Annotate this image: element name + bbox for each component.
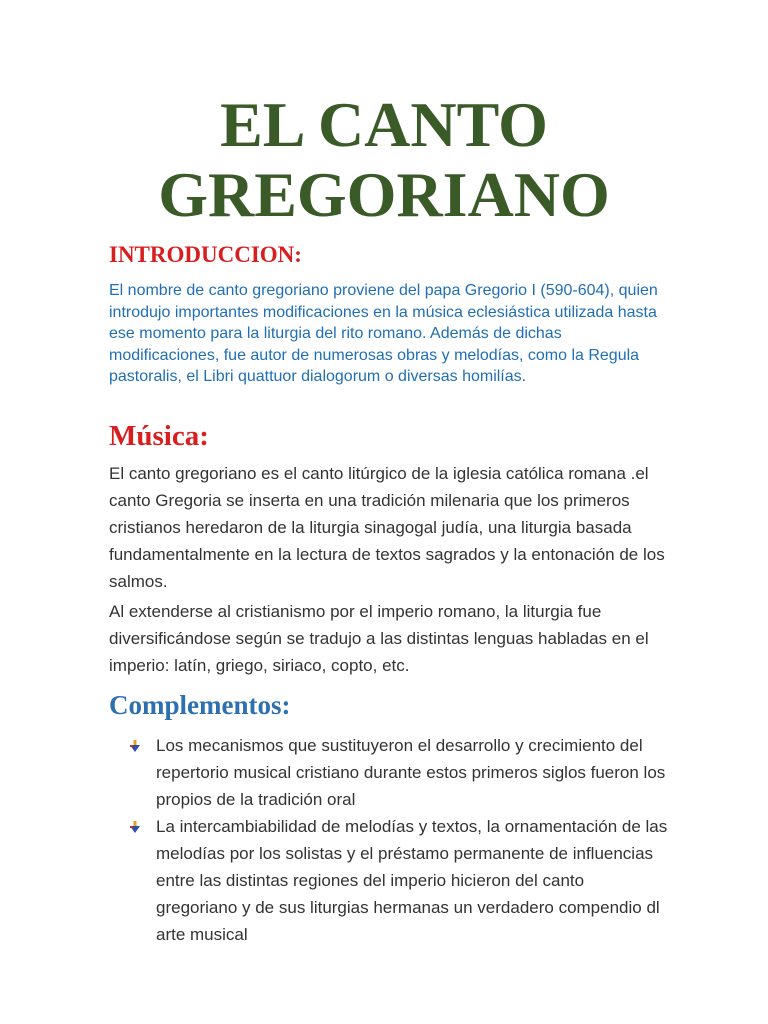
intro-heading: INTRODUCCION: — [109, 242, 302, 267]
musica-heading: Música: — [109, 420, 209, 452]
intro-paragraph: El nombre de canto gregoriano proviene del papa Gregorio I (590-604), quien introdujo importantes modificaciones en la música eclesiástica utilizada hasta ese momento para la liturgia del rito romano. Además de dichas modificaciones, fue autor de numerosas obras y melodías, como la Regula pastoralis, el Libri quattuor dialogorum o diversas homilías. — [109, 282, 658, 385]
arrow-down-bullet-icon — [130, 740, 140, 752]
musica-paragraph-1: El canto gregoriano es el canto litúrgico de la iglesia católica romana .el canto Gregoria se inserta en una tradición milenaria que los primeros cristianos heredaron de la liturgia sinagogal judía, una liturgia basada fundamentalmente en la lectura de textos sagrados y la entonación de los salmos. — [109, 464, 665, 591]
title-line-1: EL CANTO — [220, 89, 548, 160]
list-item-text: Los mecanismos que sustituyeron el desarrollo y crecimiento del repertorio musical cristiano durante estos primeros siglos fueron los propios de la tradición oral — [156, 736, 666, 809]
list-item — [130, 813, 670, 948]
complementos-list — [130, 732, 670, 948]
complementos-heading: Complementos: — [109, 690, 291, 720]
musica-paragraph-2: Al extenderse al cristianismo por el imperio romano, la liturgia fue diversificándose según se tradujo a las distintas lenguas habladas en el imperio: latín, griego, siriaco, copto, etc. — [109, 602, 649, 675]
title-line-2: GREGORIANO — [158, 159, 610, 230]
arrow-down-bullet-icon — [130, 821, 140, 833]
list-item — [130, 732, 670, 813]
list-item-text: La intercambiabilidad de melodías y textos, la ornamentación de las melodías por los solistas y el préstamo permanente de influencias entre las distintas regiones del imperio hicieron del canto gregoriano y de sus liturgias hermanas un verdadero compendio dl arte musical — [156, 817, 668, 944]
